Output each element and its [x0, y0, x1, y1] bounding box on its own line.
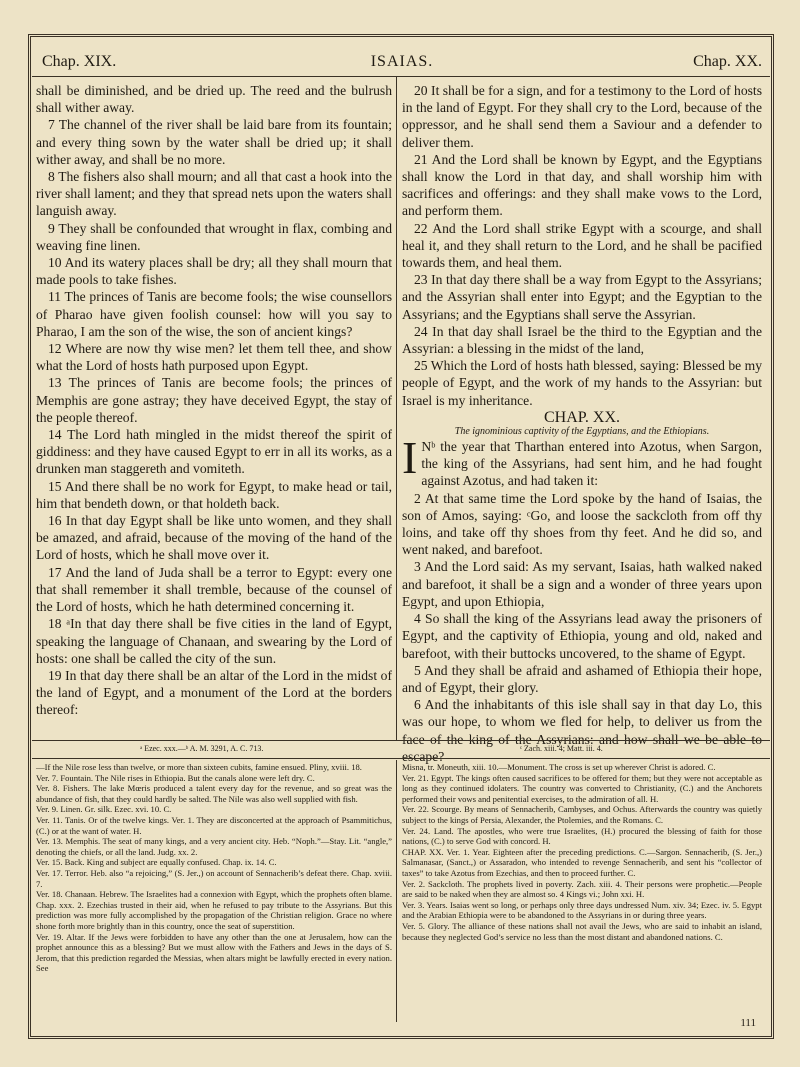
right-column	[402, 82, 762, 765]
left-column	[36, 82, 392, 719]
note: Ver. 24. Land. The apostles, who were true Israelites, (H.) procured the blessing of faith for those nations, (C.) to serve God with concord. H.	[402, 825, 762, 847]
header-right: Chap. XX.	[693, 53, 762, 70]
header-rule	[32, 76, 770, 77]
note: Ver. 22. Scourge. By means of Sennacherib, Cambyses, and Ochus. Afterwards the country was quietly subject to the kings of Persia, Alexander, the Ptolemies, and the Romans. C.	[402, 804, 762, 825]
note: Ver. 8. Fishers. The lake Mœris produced a talent every day for the revenue, and so great was the abundance of fish, that they could hardly be salted. The Nile was also well supplied with fish.	[36, 783, 392, 804]
verse-19: 19 In that day there shall be an altar of the Lord in the midst of the land of Egypt, and a monument of the Lord at the borders thereof:	[36, 667, 392, 718]
chapter-20-verse-3: 3 And the Lord said: As my servant, Isaias, hath walked naked and barefoot, it shall be a sign and a wonder of three years upon Egypt, and upon Ethiopia,	[402, 559, 762, 609]
note: Ver. 18. Chanaan. Hebrew. The Israelites had a connexion with Egypt, which the prophets often blame. Chap. xxx. 2. Ezechias trusted in their aid, when he refused to pay tribute to the Assyrians. But this prediction was more fully accomplished by the propagation of the Christian religion. Grace no where shone forth more brightly than in this country, once the seat of superstition.	[36, 889, 392, 931]
note: Ver. 19. Altar. If the Jews were forbidden to have any other than the one at Jerusalem, how can the prophet announce this as a blessing? But we must allow with the Fathers and Jews in the days of S. Jerom, that this prediction regarded the Messias, when altars might be lawfully erected in every nation. See	[36, 931, 392, 974]
header-left: Chap. XIX.	[42, 53, 117, 70]
verse-10: 10 And its watery places shall be dry; all they shall mourn that made pools to take fishes.	[36, 255, 392, 288]
verse-8: 8 The fishers also shall mourn; and all that cast a hook into the river shall lament; and they that spread nets upon the waters shall languish away.	[36, 169, 392, 219]
page-number: 111	[740, 1017, 756, 1029]
commentary-left	[36, 762, 392, 974]
verse-22: 22 And the Lord shall strike Egypt with a scourge, and shall heal it, and they shall return to the Lord, and he shall be pacified towards them, and heal them.	[402, 220, 762, 271]
running-header	[42, 53, 762, 73]
verse-25: 25 Which the Lord of hosts hath blessed, saying: Blessed be my people of Egypt, and the work of my hands to the Assyrian: but Israel is my inheritance.	[402, 358, 762, 408]
chapter-20-verse-4: 4 So shall the king of the Assyrians lead away the prisoners of Egypt, and the captivity of Ethiopia, young and old, naked and barefoot, with their buttocks uncovered, to the shame of Egypt.	[402, 611, 762, 661]
verse-20: 20 It shall be for a sign, and for a testimony to the Lord of hosts in the land of Egypt. For they shall cry to the Lord, because of the oppressor, and he shall send them a Saviour and a defender to deliver them.	[402, 83, 762, 150]
note: Ver. 5. Glory. The alliance of these nations shall not avail the Jews, who are said to inhabit an island, because they neglected God’s service no less than the most distant and abandoned nations. C.	[402, 920, 762, 942]
commentary-right	[402, 762, 762, 942]
verse-14: 14 The Lord hath mingled in the midst thereof the spirit of giddiness: and they have caused Egypt to err in all its works, as a drunken man staggereth and vomiteth.	[36, 427, 392, 477]
column-divider	[396, 76, 397, 740]
note: CHAP. XX. Ver. 1. Year. Eighteen after the preceding predictions. C.—Sargon. Sennacherib, (S. Jer.,) Salmanasar, (Sanct.,) or Assaradon, who intended to revenge Sennacherib, and sent his “collector of taxes” to take Azotus from Ezechias, and then to proceed further. C.	[402, 846, 762, 878]
chapter-heading: CHAP. XX.	[543, 408, 620, 426]
chapter-20-verse-1: Nᵇ the year that Tharthan entered into Azotus, when Sargon, the king of the Assyrians, had sent him, and he had fought against Azotus, and had taken it:	[421, 439, 762, 489]
note: Ver. 13. Memphis. The seat of many kings, and a very ancient city. Heb. “Noph.”—Stay. Lit. “angle,” denoting the chiefs, or all the land. Judg. xx. 2.	[36, 836, 392, 857]
notes-divider	[396, 760, 397, 1022]
verse-13: 13 The princes of Tanis are become fools; the princes of Memphis are gone astray; they have deceived Egypt, the stay of the people thereof.	[36, 375, 392, 425]
verse-21: 21 And the Lord shall be known by Egypt, and the Egyptians shall know the Lord in that day, and shall worship him with sacrifices and offerings: and they shall make vows to the Lord, and perform them.	[402, 151, 762, 219]
chapter-20-verse-6: 6 And the inhabitants of this isle shall say in that day Lo, this was our hope, to whom we fled for help, to deliver us from the face of the king of the Assyrians: and how shall we be able to escape?	[402, 697, 762, 764]
drop-cap: I	[402, 432, 418, 484]
verse-12: 12 Where are now thy wise men? let them tell thee, and show what the Lord of hosts hath purposed upon Egypt.	[36, 341, 392, 374]
verse-17: 17 And the land of Juda shall be a terror to Egypt: every one that shall remember it shall tremble, because of the counsel of the Lord of hosts, which he hath determined concerning it.	[36, 564, 392, 615]
notes-rule	[32, 758, 770, 759]
footnote-ref-left: ᵃ Ezec. xxx.—ᵇ A. M. 3291, A. C. 713.	[140, 744, 264, 753]
note: Ver. 9. Linen. Gr. silk. Ezec. xvi. 10. C.	[36, 804, 172, 815]
verse-18: 18 ᵃIn that day there shall be five cities in the land of Egypt, speaking the language of Chanaan, and swearing by the Lord of hosts: one shall be called the city of the sun.	[36, 616, 392, 666]
verse-16: 16 In that day Egypt shall be like unto women, and they shall be amazed, and afraid, because of the moving of the hand of the Lord of hosts, which he shall move over it.	[36, 513, 392, 563]
verse-23: 23 In that day there shall be a way from Egypt to the Assyrians; and the Assyrian shall enter into Egypt; and the Egyptian to the Assyrians; and the Egyptians shall serve the Assyrian.	[402, 272, 762, 322]
chapter-summary: The ignominious captivity of the Egyptians, and the Ethiopians.	[454, 426, 710, 438]
note: —If the Nile rose less than twelve, or more than sixteen cubits, famine ensued. Pliny, xviii. 18.	[36, 762, 362, 772]
chapter-20-verse-5: 5 And they shall be afraid and ashamed of Ethiopia their hope, and of Egypt, their glory.	[402, 662, 762, 695]
note: Misna, tr. Moneuth, xiii. 10.—Monument. The cross is set up wherever Christ is adored. C.	[402, 762, 716, 772]
verse-15: 15 And there shall be no work for Egypt, to make head or tail, him that bendeth down, or that holdeth back.	[36, 478, 392, 511]
verse-6-cont: shall be diminished, and be dried up. The reed and the bulrush shall wither away.	[36, 83, 392, 116]
note: Ver. 2. Sackcloth. The prophets lived in poverty. Zach. xiii. 4. Their persons were prophetic.—People are said to be naked when they are almost so. 4 Kings vi.; John xxi. H.	[402, 878, 762, 900]
verse-7: 7 The channel of the river shall be laid bare from its fountain; and every thing sown by the water shall be dried up; it shall wither away, and shall be no more.	[36, 117, 392, 167]
note: Ver. 11. Tanis. Or of the twelve kings. Ver. 1. They are disconcerted at the approach of Psammitichus, (C.) or at the want of water. H.	[36, 814, 392, 836]
verse-9: 9 They shall be confounded that wrought in flax, combing and weaving fine linen.	[36, 220, 392, 253]
note: Ver. 3. Years. Isaias went so long, or perhaps only three days undressed Num. xiv. 34; Ezec. iv. 5. Egypt and the Arabian Ethiopia were to be abandoned to the Assyrians in or during three years.	[402, 899, 762, 921]
header-title: ISAIAS.	[370, 53, 434, 70]
note: Ver. 17. Terror. Heb. also “a rejoicing,” (S. Jer.,) on account of Sennacherib’s defeat there. Chap. xviii. 7.	[36, 867, 392, 889]
verse-24: 24 In that day shall Israel be the third to the Egyptian and the Assyrian: a blessing in the midst of the land,	[402, 323, 762, 357]
verse-11: 11 The princes of Tanis are become fools; the wise counsellors of Pharao have given foolish counsel: how will you say to Pharao, I am the son of the wise, the son of ancient kings?	[36, 289, 392, 339]
note: Ver. 15. Back. King and subject are equally confused. Chap. ix. 14. C.	[36, 857, 277, 868]
note: Ver. 21. Egypt. The kings often caused sacrifices to be offered for them; but they were not acceptable as long as they continued idolaters. The country was converted to Christianity, (C.) and the Anchorets performed their vows and penitential exercises, to the admiration of all. H.	[402, 772, 762, 804]
text-rule	[32, 740, 770, 741]
note: Ver. 7. Fountain. The Nile rises in Ethiopia. But the canals alone were left dry. C.	[36, 772, 315, 783]
chapter-20-verse-2: 2 At that same time the Lord spoke by the hand of Isaias, the son of Amos, saying: ᶜGo, and loose the sackcloth from off thy loins, and take off thy shoes from thy feet. And he did so, and went naked, and barefoot.	[402, 490, 762, 558]
footnote-ref-right: ᶜ Zach. xiii. 4; Matt. iii. 4.	[520, 744, 603, 753]
